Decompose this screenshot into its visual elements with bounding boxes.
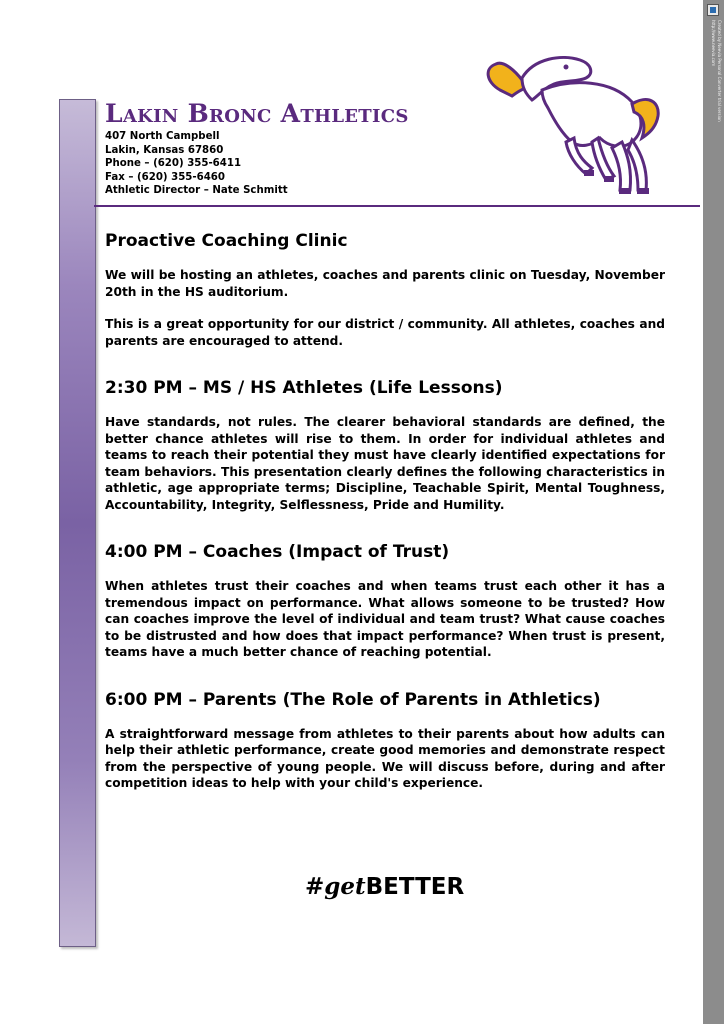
bronco-horse-icon — [482, 50, 672, 200]
converter-logo-icon — [707, 4, 719, 16]
address-line1: 407 North Campbell — [105, 131, 220, 142]
watermark-line2: http://www.neevia.com — [711, 20, 716, 67]
decorative-side-bar — [59, 99, 96, 947]
contact-block — [105, 130, 288, 198]
address-line2: Lakin, Kansas 67860 — [105, 144, 224, 156]
watermark-line1: Created by Neevia Personal Converter trial version — [717, 20, 722, 122]
main-content — [105, 230, 665, 792]
session-2-body: When athletes trust their coaches and when teams trust each other it has a tremendous impact on performance. What allows someone to be trusted? How can coaches improve the level of individual and team trust? What cause coaches to be distrusted and how does that impact performance? When trust is present, teams have a much better chance of reaching potential. — [105, 579, 665, 659]
fax-number: Fax – (620) 355-6460 — [105, 171, 225, 183]
session-3-body: A straightforward message from athletes to their parents about how adults can help their athletic performance, create good memories and demonstrate respect from the perspective of young people. We will discuss before, during and after competition ideas to help with your child's experience. — [105, 726, 665, 790]
tagline-better: BETTER — [365, 874, 465, 900]
watermark-text — [706, 20, 722, 420]
clinic-title: Proactive Coaching Clinic — [105, 231, 348, 251]
session-1-body: Have standards, not rules. The clearer behavioral standards are defined, the better chance athletes will rise to them. In order for individual athletes and teams to reach their potential they must have clearly identified expectations for team behaviors. This presentation clearly defines the following characteristics in athletic, age appropriate terms; Discipline, Teachable Spirit, Mental Toughness, Accountability, Integrity, Selflessness, Pride and Humility. — [105, 415, 665, 512]
tagline-get: get — [324, 873, 366, 900]
school-name: Lakin Bronc Athletics — [105, 99, 409, 128]
session-3-title: 6:00 PM – Parents (The Role of Parents in Athletics) — [105, 689, 601, 710]
tagline — [305, 873, 464, 900]
session-1-title: 2:30 PM – MS / HS Athletes (Life Lessons) — [105, 378, 503, 398]
session-2-title: 4:00 PM – Coaches (Impact of Trust) — [105, 542, 450, 562]
clinic-intro-2: This is a great opportunity for our district / community. All athletes, coaches and parents are encouraged to attend. — [105, 317, 665, 348]
clinic-intro-1: We will be hosting an athletes, coaches and parents clinic on Tuesday, November 20th in the HS auditorium. — [105, 268, 665, 299]
athletic-director: Athletic Director – Nate Schmitt — [105, 185, 288, 197]
phone-number: Phone – (620) 355-6411 — [105, 158, 242, 170]
tagline-hash: # — [305, 874, 325, 900]
header-divider — [94, 205, 700, 207]
